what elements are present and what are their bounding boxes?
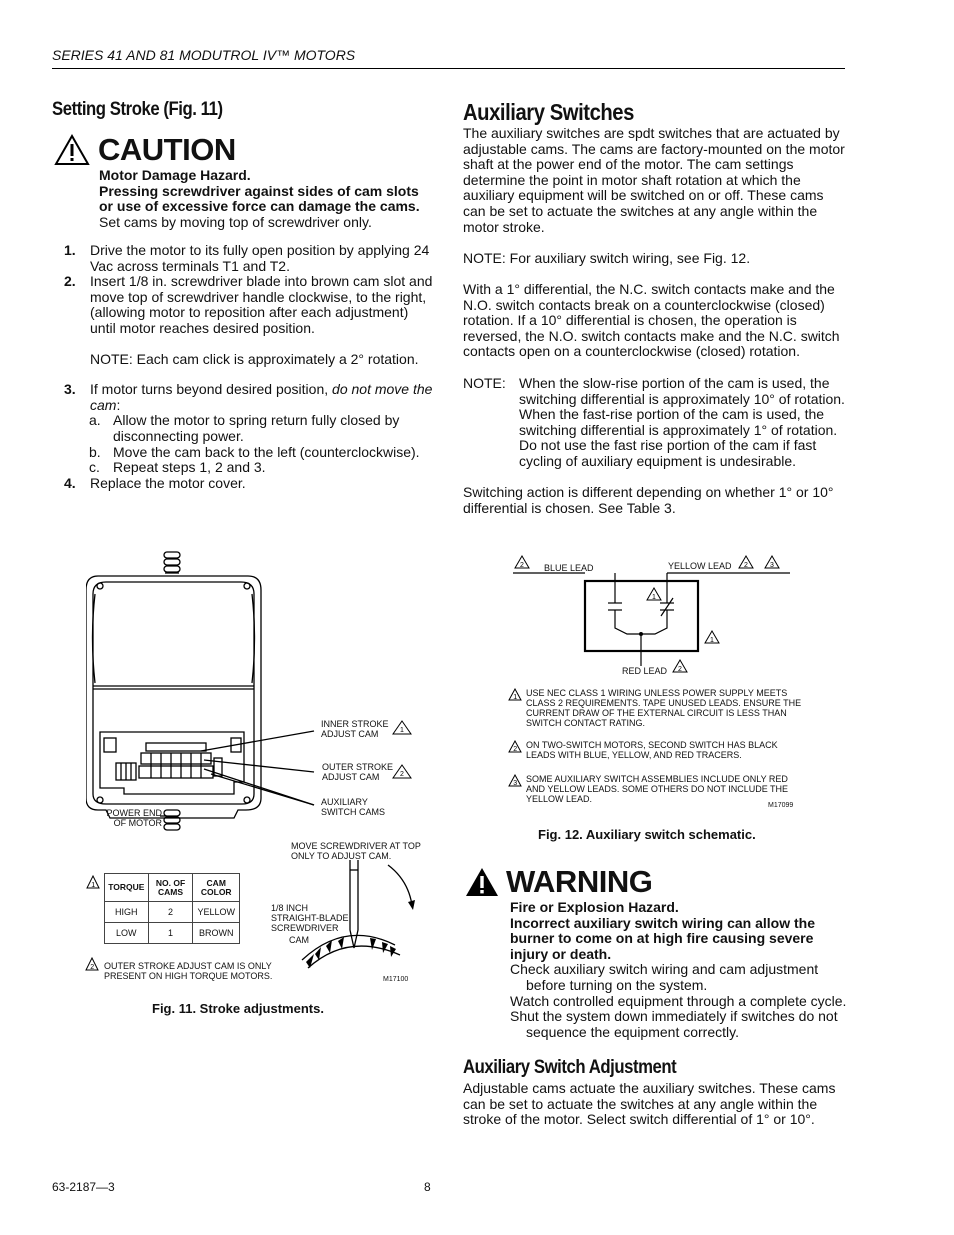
label-power-end: POWER END OF MOTOR bbox=[106, 808, 162, 828]
note-triangle-icon bbox=[508, 740, 522, 753]
svg-text:1: 1 bbox=[652, 594, 656, 601]
svg-text:1: 1 bbox=[513, 694, 518, 701]
caution-instruction: Set cams by moving top of screwdriver only. bbox=[99, 213, 372, 230]
fig11-caption: Fig. 11. Stroke adjustments. bbox=[152, 1001, 324, 1016]
svg-text:2: 2 bbox=[520, 562, 524, 569]
svg-text:2: 2 bbox=[90, 964, 95, 971]
aux-heading: Auxiliary Switches bbox=[463, 99, 634, 125]
warning-block bbox=[464, 863, 849, 1040]
cam-table-header: NO. OF CAMS bbox=[148, 874, 193, 902]
fig12-note-3: 3 SOME AUXILIARY SWITCH ASSEMBLIES INCLUDE ONLY RED AND YELLOW LEADS. SOME OTHERS DO NOT INCLUDE THE YELLOW LEAD. bbox=[508, 774, 808, 804]
caution-hazard: Motor Damage Hazard. bbox=[99, 167, 251, 183]
cam-table bbox=[104, 873, 240, 944]
caution-block bbox=[54, 131, 434, 230]
svg-text:3: 3 bbox=[770, 562, 774, 569]
step-2: 2. Insert 1/8 in. screwdriver blade into brown cam slot and move top of screwdriver handle clockwise, to the right, (allowing motor to reposition after each adjustment) until motor reaches desired position. bbox=[64, 273, 433, 336]
svg-text:1: 1 bbox=[400, 727, 404, 734]
warning-bold-text: Incorrect auxiliary switch wiring can allow the burner to come on at high fire causing severe injury or death. bbox=[510, 914, 815, 962]
step-3: 3. If motor turns beyond desired position, do not move the cam: bbox=[64, 381, 433, 413]
label-cam: CAM bbox=[289, 935, 309, 945]
cam-table-header: CAM COLOR bbox=[193, 874, 240, 902]
svg-text:3: 3 bbox=[513, 780, 518, 787]
svg-text:1: 1 bbox=[91, 882, 96, 889]
step-1: 1. Drive the motor to its fully open position by applying 24 Vac across terminals T1 and T2. bbox=[64, 242, 430, 274]
step-3a: a. Allow the motor to spring return fully closed by disconnecting power. bbox=[89, 412, 400, 444]
fig11-code: M17100 bbox=[383, 976, 409, 983]
caution-word: CAUTION bbox=[98, 132, 236, 167]
note-triangle-icon bbox=[508, 688, 522, 701]
aux-note2-label: NOTE: bbox=[463, 375, 506, 391]
svg-text:2: 2 bbox=[513, 746, 518, 753]
fig12-note-2: 2 ON TWO-SWITCH MOTORS, SECOND SWITCH HAS BLACK LEADS WITH BLUE, YELLOW, AND RED TRACERS. bbox=[508, 740, 808, 774]
label-outer-cam: OUTER STROKE ADJUST CAM bbox=[322, 762, 394, 782]
cam-table-header: TORQUE bbox=[105, 874, 149, 902]
label-move-screwdriver: MOVE SCREWDRIVER AT TOP ONLY TO ADJUST CAM. bbox=[291, 841, 421, 861]
stroke-steps bbox=[52, 243, 434, 491]
step-4: 4. Replace the motor cover. bbox=[64, 474, 246, 491]
note-triangle-icon bbox=[508, 774, 522, 787]
header-rule bbox=[52, 68, 845, 69]
fig12-caption: Fig. 12. Auxiliary switch schematic. bbox=[538, 827, 756, 842]
warning-triangle-icon bbox=[464, 866, 500, 898]
stroke-heading: Setting Stroke (Fig. 11) bbox=[52, 99, 223, 120]
step-note: NOTE: Each cam click is approximately a 2° rotation. bbox=[90, 350, 419, 367]
fig12-code: M17099 bbox=[768, 802, 794, 809]
aux-p2: With a 1° differential, the N.C. switch contacts make and the N.O. switch contacts break on a counterclockwise (closed) rotation. If a 10° differential is chosen, the operation is reversed, the N.O. switch contacts make and the N.C. switch contacts open on a counterclockwise (closed) rotation. bbox=[463, 281, 840, 360]
page-number: 8 bbox=[424, 1180, 431, 1194]
fig12-note-1: 1 USE NEC CLASS 1 WIRING UNLESS POWER SUPPLY MEETS CLASS 2 REQUIREMENTS. TAPE UNUSED LEADS. ENSURE THE CURRENT DRAW OF THE EXTERNAL CIRCUIT IS LESS THAN SWITCH CONTACT RATING. bbox=[508, 688, 808, 740]
step-3b: b. Move the cam back to the left (counterclockwise). bbox=[89, 443, 420, 460]
warning-word: WARNING bbox=[506, 864, 653, 899]
table-row: HIGH 2 YELLOW bbox=[105, 902, 240, 923]
label-red-lead: RED LEAD bbox=[622, 666, 668, 676]
aux-p3: Switching action is different depending on whether 1° or 10° differential is chosen. See Table 3. bbox=[463, 484, 834, 516]
svg-text:2: 2 bbox=[678, 666, 682, 673]
label-yellow-lead: YELLOW LEAD bbox=[668, 561, 732, 571]
fig11-table-note-mark bbox=[86, 875, 100, 889]
caution-bold-text: Pressing screwdriver against sides of cam slots or use of excessive force can damage the cams. bbox=[99, 182, 420, 215]
warning-line: Check auxiliary switch wiring and cam adjustment before turning on the system. bbox=[510, 961, 819, 993]
aux-note2: When the slow-rise portion of the cam is used, the switching differential is approximately 10° of rotation. When the fast-rise portion of the cam is used, the switching differential is approximately 1° of rotation. Do not use the fast rise portion of the cam if fast cycling of auxiliary equipment is undesirable. bbox=[519, 375, 845, 469]
svg-text:1: 1 bbox=[710, 637, 714, 644]
warning-hazard: Fire or Explosion Hazard. bbox=[510, 899, 679, 915]
adjust-p1: Adjustable cams actuate the auxiliary switches. These cams can be set to actuate the switches at any angle within the stroke of the motor. Select switch differential of 1° or 10°. bbox=[463, 1080, 836, 1128]
aux-p1: The auxiliary switches are spdt switches that are actuated by adjustable cams. The cams are factory-mounted on the motor shaft at the power end of the motor. The cam settings determine the point in motor shaft rotation at which the auxiliary equipment will be switched on or off. These cams can be set to actuate the switches at any angle within the motor stroke. bbox=[463, 125, 845, 235]
svg-text:2: 2 bbox=[744, 562, 748, 569]
table-row: LOW 1 BROWN bbox=[105, 923, 240, 944]
fig11-footnote: OUTER STROKE ADJUST CAM IS ONLY PRESENT ON HIGH TORQUE MOTORS. bbox=[104, 961, 273, 981]
step-3c: c. Repeat steps 1, 2 and 3. bbox=[89, 459, 266, 476]
adjust-heading: Auxiliary Switch Adjustment bbox=[463, 1057, 677, 1078]
warning-line: Watch controlled equipment through a complete cycle. bbox=[510, 992, 847, 1009]
label-blue-lead: BLUE LEAD bbox=[544, 563, 594, 573]
warning-line: Shut the system down immediately if switches do not sequence the equipment correctly. bbox=[510, 1008, 838, 1040]
svg-text:2: 2 bbox=[400, 771, 404, 778]
running-title: SERIES 41 AND 81 MODUTROL IV™ MOTORS bbox=[52, 47, 356, 63]
fig12-notes bbox=[508, 688, 808, 804]
label-screwdriver: 1/8 INCH STRAIGHT-BLADE SCREWDRIVER bbox=[271, 903, 349, 933]
label-inner-cam: INNER STROKE ADJUST CAM bbox=[321, 719, 389, 739]
fig11-footnote-mark bbox=[85, 957, 99, 971]
label-aux-cams: AUXILIARY SWITCH CAMS bbox=[321, 797, 385, 817]
doc-number: 63-2187—3 bbox=[52, 1180, 115, 1194]
aux-note1: NOTE: For auxiliary switch wiring, see Fig. 12. bbox=[463, 250, 751, 266]
caution-triangle-icon bbox=[54, 134, 90, 166]
